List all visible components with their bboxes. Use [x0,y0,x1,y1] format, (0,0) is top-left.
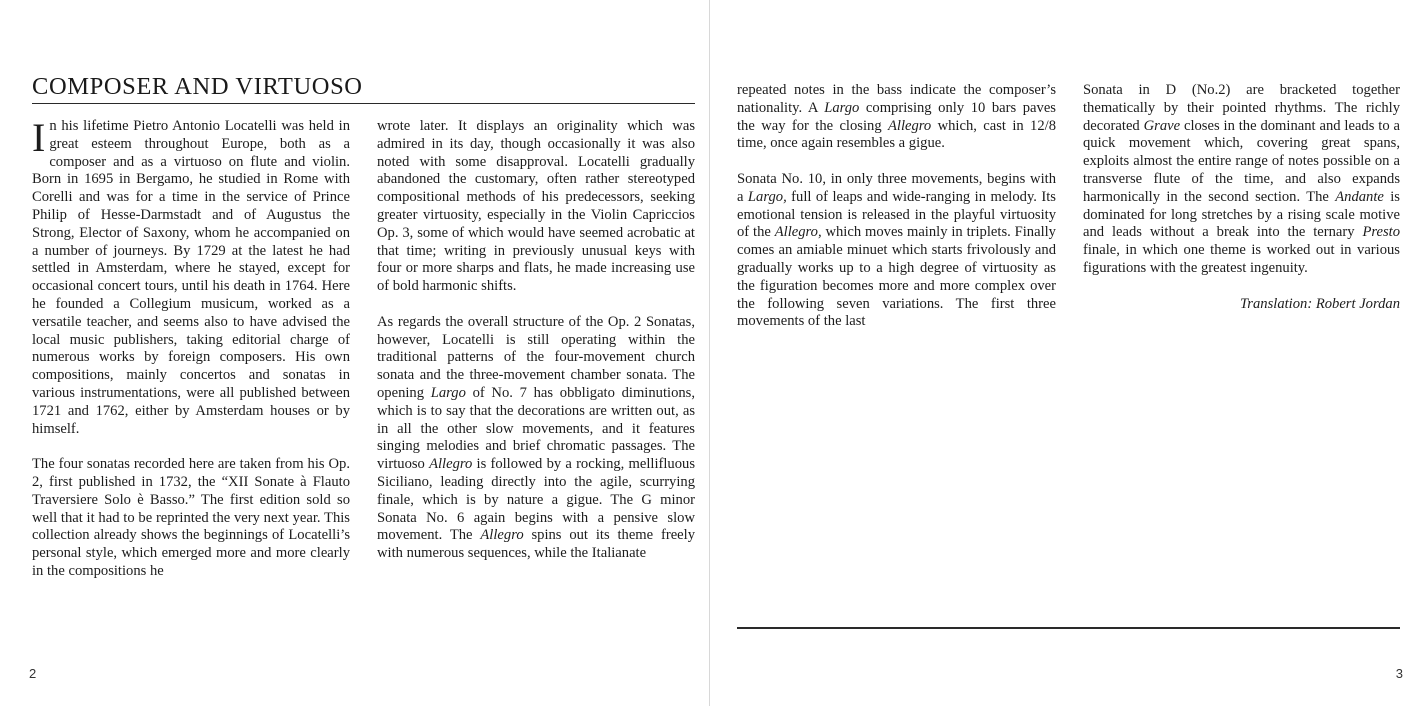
translation-credit: Translation: Robert Jordan [1240,295,1400,312]
text-run: is dominated for long stretches by a rising scale motive and leads without a break into the ternary [1083,188,1400,241]
movement-name: Allegro, [774,224,822,241]
page-number-left: 2 [29,666,37,681]
text-column-1 [32,115,350,599]
text-run: comprising only 10 bars paves the way for the closing [737,99,1056,134]
paragraph-intro [32,115,350,438]
text-column-4 [1083,82,1400,331]
movement-name: Andante [1335,188,1384,205]
left-page [0,0,709,706]
text-run: Sonata No. 10, in only three movements, begins with a [737,170,1056,205]
movement-name: Allegro [887,117,932,134]
section-heading: COMPOSER AND VIRTUOSO [32,73,363,100]
paragraph-sonata-10 [737,171,1056,331]
paragraph-intro-text: n his lifetime Pietro Antonio Locatelli was held in great esteem throughout Europe, both as a composer and as a virtuoso on flute and violin. Born in 1695 in Bergamo, he studied in Rome with Corelli and was for a time in the service of Prince Philip of Hesse-Darmstadt and of Augustus the Strong, Elector of Saxony, whom he accompanied on a number of journeys. By 1729 at the latest he had settled in Amsterdam, where he stayed, except for occasional concert tours, until his death in 1764. Here he founded a Collegium musicum, worked as a versatile teacher, and seems also to have advised the local music publishers, taking editorial charge of numerous works by foreign composers. His own compositions, mainly concertos and sonatas in various instrumentations, were all published between 1721 and 1762, either by Amsterdam houses or by himself. [32,118,350,437]
movement-name: Allegro [480,527,524,544]
text-column-2 [377,118,695,581]
paragraph-continuation [737,82,1056,153]
text-run: As regards the overall structure of the Op. 2 Sonatas, however, Locatelli is still operating within the traditional patterns of the four-movement church sonata and the three-movement chamber sonata. The opening [377,313,695,401]
text-run: is followed by a rocking, mellifluous Siciliano, leading directly into the agile, scurrying finale, which is by nature a gigue. The G minor Sonata No. 6 again begins with a pensive slow movement. The [377,456,696,544]
text-run: which, cast in 12/8 time, once again resembles a gigue. [737,117,1056,152]
movement-name: Largo [824,99,860,116]
text-run: of No. 7 has obbligato diminutions, which is to say that the decorations are written out, as in all the other slow movements, and it features singing melodies and brief chromatic passages. The virtuoso [377,384,695,473]
right-page [710,0,1423,706]
page-number-right: 3 [1395,666,1403,681]
movement-name: Grave [1143,117,1181,134]
text-run: which moves mainly in triplets. Finally comes an amiable minuet which starts frivolously and gradually works up to a high degree of virtuosity as the figuration becomes more and more complex over the following seven variations. The first three movements of the last [737,224,1056,330]
heading-rule [32,103,695,104]
movement-name: Largo, [747,188,787,205]
drop-cap: I [32,115,46,160]
movement-name: Allegro [429,456,473,473]
paragraph-sonata-d [1083,82,1400,278]
text-run: Sonata in D (No.2) are bracketed together thematically by their pointed rhythms. The richly decorated [1083,82,1400,134]
movement-name: Presto [1362,224,1400,241]
bottom-rule [737,627,1400,629]
paragraph-structure [377,314,695,563]
movement-name: Largo [430,384,466,401]
text-run: closes in the dominant and leads to a quick movement which, covering great spans, exploits almost the entire range of notes possible on a transverse flute of the time, and also expands harmonically in the second section. The [1083,117,1400,205]
paragraph-sonatas: The four sonatas recorded here are taken from his Op. 2, first published in 1732, the “XII Sonate à Flauto Traversiere Solo è Basso.” The first edition sold so well that it had to be reprinted the very next year. This collection already shows the beginnings of Locatelli’s personal style, which emerged more and more clearly in the compositions he [32,456,350,579]
text-column-3 [737,82,1056,349]
text-run: repeated notes in the bass indicate the composer’s nationality. A [737,82,1056,116]
text-run: finale, in which one theme is worked out in various figurations with the greatest ingenuity. [1083,242,1400,276]
paragraph-originality: wrote later. It displays an originality which was admired in its day, though occasionally it was also noted with some disapproval. Locatelli gradually abandoned the customary, often rather stereotyped compositional methods of his predecessors, seeking greater virtuosity, especially in the Violin Capriccios Op. 3, some of which would have seemed acrobatic at that time; writing in previously unusual keys with four or more sharps and flats, he made increasing use of bold harmonic shifts. [377,118,695,295]
text-run: full of leaps and wide-ranging in melody. Its emotional tension is released in the playful virtuosity of the [737,188,1056,241]
text-run: spins out its theme freely with numerous sequences, while the Italianate [377,527,695,562]
